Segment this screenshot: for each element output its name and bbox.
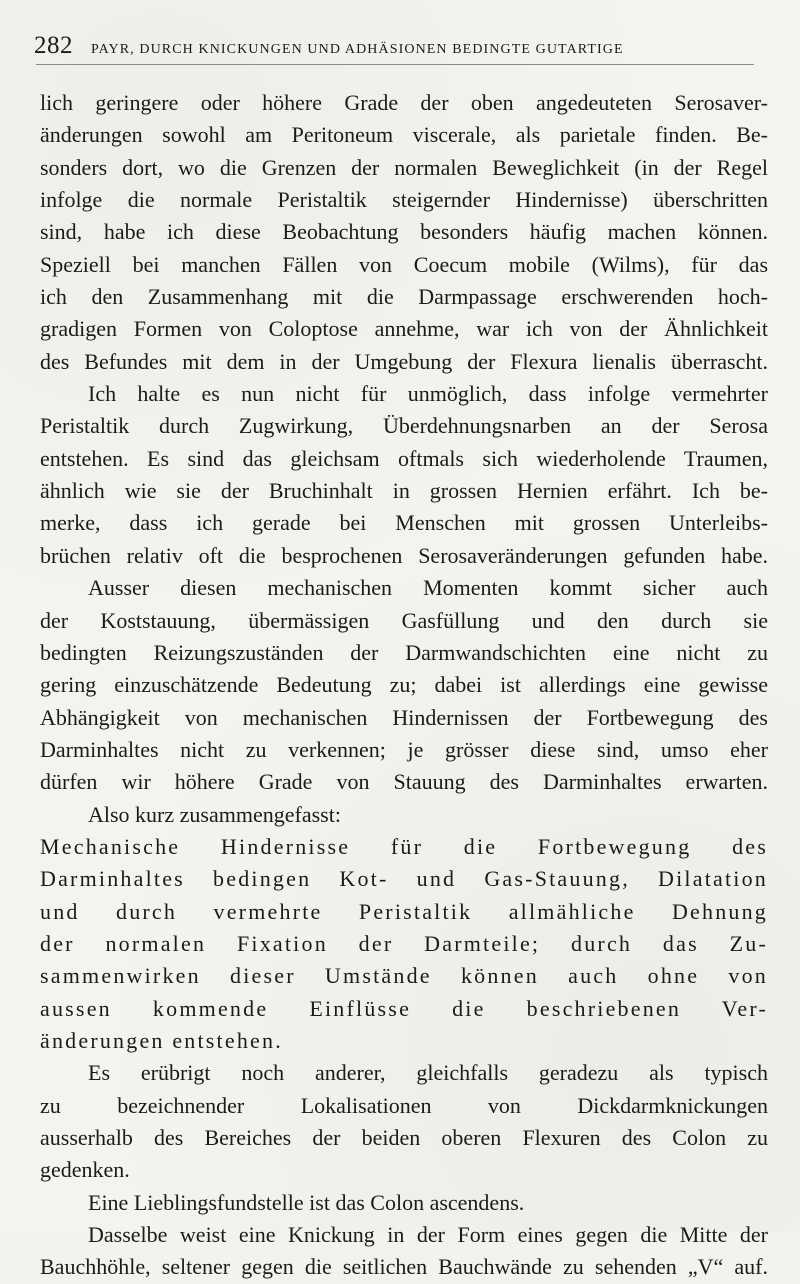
text-line-10: Ich halte es nun nicht für unmöglich, dass infolge vermehrter <box>88 381 768 407</box>
text-line-31: Es erübrigt noch anderer, gleichfalls geradezu als typisch <box>88 1060 768 1086</box>
text-line-22: dürfen wir höhere Grade von Stauung des Darminhaltes erwarten. <box>40 769 768 795</box>
text-line-34: gedenken. <box>40 1157 130 1183</box>
header-rule <box>36 64 754 65</box>
text-line-5: sind, habe ich diese Beobachtung besonders häufig machen können. <box>40 219 768 245</box>
page-number: 282 <box>34 32 73 59</box>
text-line-17: der Koststauung, übermässigen Gasfüllung und den durch sie <box>40 607 768 633</box>
text-line-36: Dasselbe weist eine Knickung in der Form eines gegen die Mitte der <box>88 1222 768 1248</box>
text-line-9: des Befundes mit dem in der Umgebung der Flexura lienalis überrascht. <box>40 348 768 374</box>
text-line-15: brüchen relativ oft die besprochenen Serosaveränderungen gefunden habe. <box>40 542 768 568</box>
text-line-18: bedingten Reizungszuständen der Darmwandschichten eine nicht zu <box>40 639 768 665</box>
text-line-32: zu bezeichnender Lokalisationen von Dickdarmknickungen <box>40 1092 768 1118</box>
text-line-33: ausserhalb des Bereiches der beiden oberen Flexuren des Colon zu <box>40 1125 768 1150</box>
text-line-2: änderungen sowohl am Peritoneum viscerale, als parietale finden. Be- <box>40 122 768 148</box>
text-line-26: und durch vermehrte Peristaltik allmähliche Dehnung <box>40 898 768 924</box>
text-line-19: gering einzuschätzende Bedeutung zu; dabei ist allerdings eine gewisse <box>40 672 768 698</box>
text-line-20: Abhängigkeit von mechanischen Hindernissen der Fortbewegung des <box>40 704 768 730</box>
text-line-6: Speziell bei manchen Fällen von Coecum mobile (Wilms), für das <box>40 251 768 277</box>
text-line-25: Darminhaltes bedingen Kot- und Gas-Stauung, Dilatation <box>40 866 768 892</box>
body-text <box>40 87 768 1284</box>
text-line-16: Ausser diesen mechanischen Momenten kommt sicher auch <box>88 575 768 601</box>
text-line-27: der normalen Fixation der Darmteile; durch das Zu- <box>40 930 768 956</box>
text-line-24: Mechanische Hindernisse für die Fortbewegung des <box>40 833 768 859</box>
text-line-7: ich den Zusammenhang mit die Darmpassage erschwerenden hoch- <box>40 284 768 310</box>
text-line-12: entstehen. Es sind das gleichsam oftmals sich wiederholende Traumen, <box>40 445 768 471</box>
text-line-37: Bauchhöhle, seltener gegen die seitlichen Bauchwände zu sehenden „V“ auf. <box>40 1254 768 1280</box>
running-title: PAYR, DURCH KNICKUNGEN UND ADHÄSIONEN BEDINGTE GUTARTIGE <box>91 42 624 57</box>
text-line-8: gradigen Formen von Coloptose annehme, war ich von der Ähnlichkeit <box>40 316 768 342</box>
text-line-21: Darminhaltes nicht zu verkennen; je grösser diese sind, umso eher <box>40 736 768 762</box>
text-line-29: aussen kommende Einflüsse die beschriebenen Ver- <box>40 995 768 1021</box>
text-line-35: Eine Lieblingsfundstelle ist das Colon ascendens. <box>88 1189 525 1215</box>
text-line-4: infolge die normale Peristaltik steigernder Hindernisse) überschritten <box>40 187 768 213</box>
text-line-11: Peristaltik durch Zugwirkung, Überdehnungsnarben an der Serosa <box>40 413 768 439</box>
text-line-23: Also kurz zusammengefasst: <box>88 801 341 827</box>
text-line-14: merke, dass ich gerade bei Menschen mit grossen Unterleibs- <box>40 510 768 536</box>
text-line-13: ähnlich wie sie der Bruchinhalt in grossen Hernien erfährt. Ich be- <box>40 478 768 504</box>
text-line-3: sonders dort, wo die Grenzen der normalen Beweglichkeit (in der Regel <box>40 154 768 180</box>
text-line-30: änderungen entstehen. <box>40 1027 283 1053</box>
page-header <box>34 32 774 66</box>
text-line-1: lich geringere oder höhere Grade der oben angedeuteten Serosaver- <box>40 90 768 115</box>
text-line-28: sammenwirken dieser Umstände können auch ohne von <box>40 963 768 989</box>
